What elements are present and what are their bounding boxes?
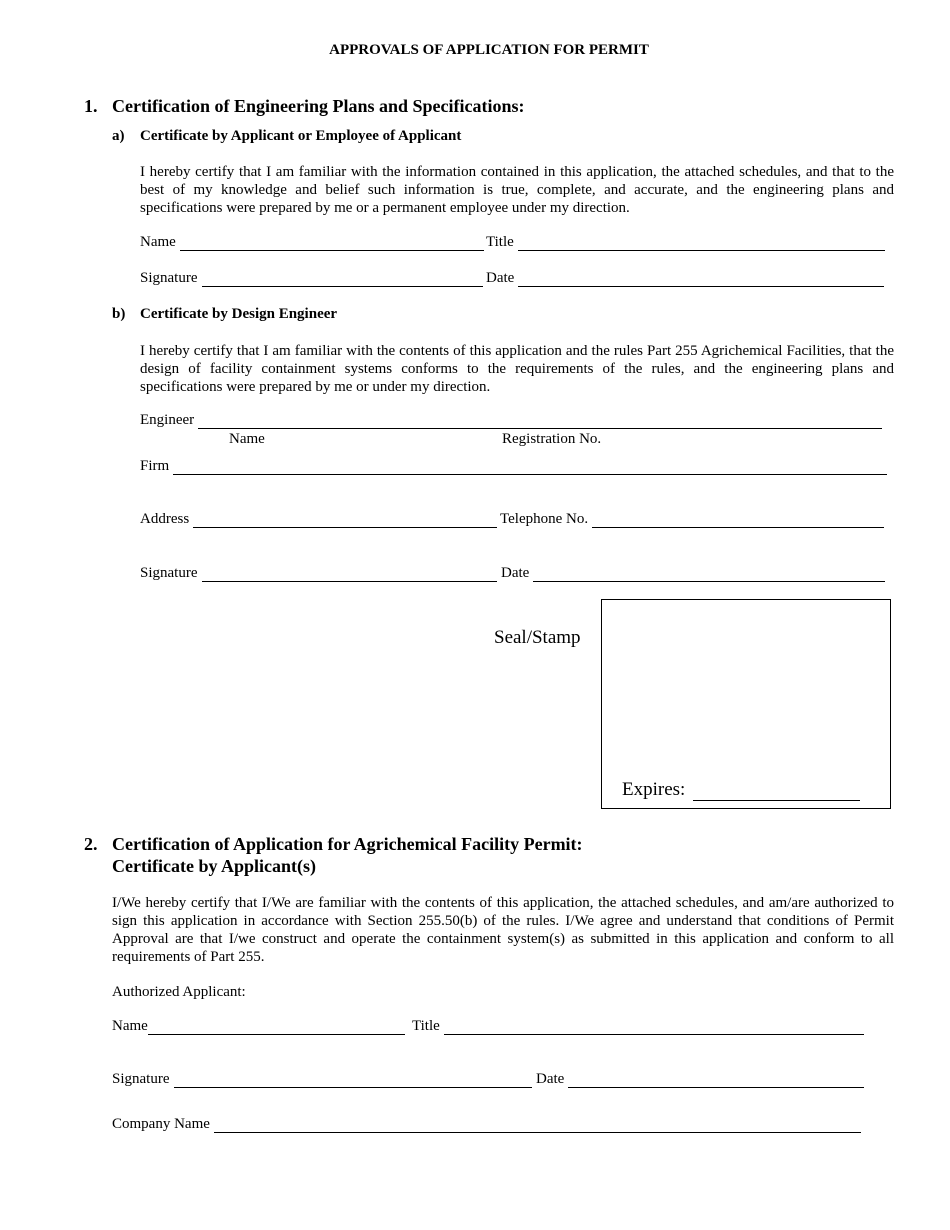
firm-label: Firm xyxy=(140,458,170,474)
applicant-date-label: Date xyxy=(486,270,515,286)
applicant-date-line[interactable] xyxy=(518,273,884,287)
applicant-title-field[interactable] xyxy=(486,234,885,251)
seal-stamp-box[interactable] xyxy=(601,599,891,809)
company-name-line[interactable] xyxy=(214,1119,861,1133)
engineer-signature-line[interactable] xyxy=(202,568,498,582)
expires-label: Expires: xyxy=(622,779,686,800)
applicant-name-field[interactable] xyxy=(140,234,484,251)
page-title: APPROVALS OF APPLICATION FOR PERMIT xyxy=(329,42,649,58)
authorized-date-field[interactable] xyxy=(536,1071,864,1088)
engineer-name-caption: Name xyxy=(229,431,265,447)
section-2-heading: Certification of Application for Agrichemical Facility Permit: xyxy=(112,834,583,854)
section-1b-heading: Certificate by Design Engineer xyxy=(140,306,338,322)
authorized-name-line[interactable] xyxy=(148,1021,405,1035)
section-1a-marker: a) xyxy=(112,128,125,144)
engineer-line[interactable] xyxy=(198,415,882,429)
authorized-name-field[interactable] xyxy=(112,1018,405,1035)
engineer-address-label: Address xyxy=(140,511,190,527)
firm-field[interactable] xyxy=(140,458,887,475)
applicant-title-label: Title xyxy=(486,234,514,250)
authorized-name-label: Name xyxy=(112,1018,148,1034)
authorized-title-line[interactable] xyxy=(444,1021,864,1035)
engineer-signature-field[interactable] xyxy=(140,565,497,582)
section-1-number: 1. xyxy=(84,96,98,116)
engineer-telephone-line[interactable] xyxy=(592,514,884,528)
section-1b-certification-text: I hereby certify that I am familiar with the contents of this application and the rules Part 255 Agrichemical Facilities, that the design of facility containment systems conforms to the requirements of the rules, and the engineering plans and specifications were prepared by me or under my direction. xyxy=(140,343,894,395)
authorized-applicant-label: Authorized Applicant: xyxy=(112,984,246,1000)
section-2-number: 2. xyxy=(84,834,98,854)
section-1a-heading: Certificate by Applicant or Employee of Applicant xyxy=(140,128,462,144)
expires-line[interactable] xyxy=(693,784,860,801)
engineer-address-line[interactable] xyxy=(193,514,497,528)
applicant-signature-line[interactable] xyxy=(202,273,484,287)
engineer-label: Engineer xyxy=(140,412,195,428)
section-1b-marker: b) xyxy=(112,306,126,322)
engineer-date-label: Date xyxy=(501,565,530,581)
authorized-date-label: Date xyxy=(536,1071,565,1087)
authorized-signature-field[interactable] xyxy=(112,1071,532,1088)
engineer-date-line[interactable] xyxy=(533,568,885,582)
applicant-name-label: Name xyxy=(140,234,176,250)
authorized-signature-line[interactable] xyxy=(174,1074,533,1088)
company-name-field[interactable] xyxy=(112,1116,861,1133)
section-1-heading: Certification of Engineering Plans and Specifications: xyxy=(112,96,525,116)
engineer-date-field[interactable] xyxy=(501,565,885,582)
company-name-label: Company Name xyxy=(112,1116,210,1132)
authorized-title-label: Title xyxy=(412,1018,440,1034)
applicant-signature-field[interactable] xyxy=(140,270,483,287)
authorized-title-field[interactable] xyxy=(412,1018,864,1035)
engineer-telephone-label: Telephone No. xyxy=(500,511,589,527)
engineer-field[interactable] xyxy=(140,412,882,429)
expires-field[interactable] xyxy=(622,779,860,801)
engineer-telephone-field[interactable] xyxy=(500,511,884,528)
section-1a-certification-text: I hereby certify that I am familiar with the information contained in this application, the attached schedules, and that to the best of my knowledge and belief such information is true, complete, and accurate, and the engineering plans and specifications were prepared by me or a permanent employee under my direction. xyxy=(140,164,894,216)
applicant-title-line[interactable] xyxy=(518,237,885,251)
applicant-date-field[interactable] xyxy=(486,270,884,287)
engineer-signature-label: Signature xyxy=(140,565,198,581)
authorized-signature-label: Signature xyxy=(112,1071,170,1087)
engineer-registration-caption: Registration No. xyxy=(502,431,602,447)
firm-line[interactable] xyxy=(173,461,887,475)
section-2-certification-text: I/We hereby certify that I/We are familiar with the contents of this application, the attached schedules, and am/are authorized to sign this application in accordance with Section 255.50(b) of the rules. I/We agree and understand that conditions of Permit Approval are that I/we construct and operate the containment system(s) as submitted in this application and conform to all requirements of Part 255. xyxy=(112,895,894,965)
authorized-date-line[interactable] xyxy=(568,1074,864,1088)
engineer-address-field[interactable] xyxy=(140,511,497,528)
applicant-signature-label: Signature xyxy=(140,270,198,286)
section-2-subheading: Certificate by Applicant(s) xyxy=(112,856,316,876)
seal-stamp-label: Seal/Stamp xyxy=(494,627,581,648)
applicant-name-line[interactable] xyxy=(180,237,484,251)
